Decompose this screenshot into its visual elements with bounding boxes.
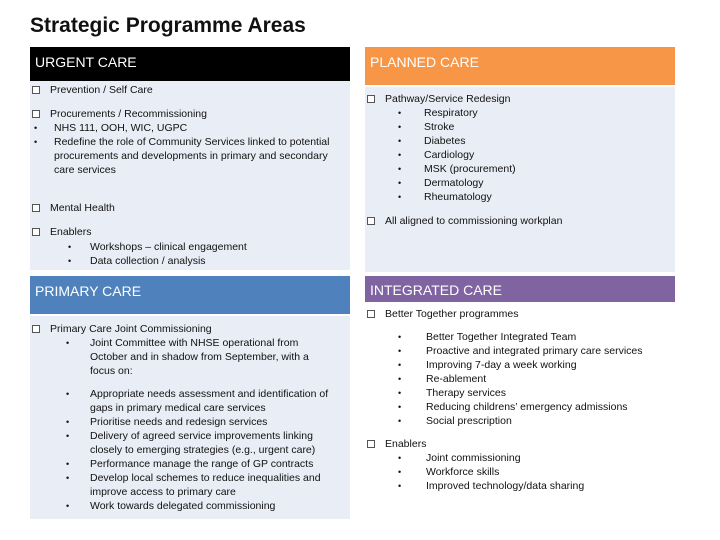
integrated-enabler-item: • Improved technology/data sharing <box>398 480 585 492</box>
bullet-icon: • <box>66 473 70 483</box>
bullet-icon: • <box>66 417 70 427</box>
better-item: • Therapy services <box>398 387 506 399</box>
urgent-procurements-item: Procurements / Recommissioning <box>30 107 207 121</box>
bullet-icon: • <box>398 453 402 463</box>
planned-care-header <box>365 47 675 85</box>
integrated-enabler-item: • Workforce skills <box>398 466 500 478</box>
urgent-nhs111-item: • NHS 111, OOH, WIC, UGPC <box>34 122 188 134</box>
bullet-icon: • <box>398 402 402 412</box>
focus-item: • Prioritise needs and redesign services <box>66 416 268 428</box>
primary-care-header <box>30 276 350 314</box>
checkbox-icon <box>367 217 375 225</box>
pathway-item: • Rheumatology <box>398 191 492 203</box>
integrated-better-list <box>398 330 673 428</box>
checkbox-icon <box>367 440 375 448</box>
bullet-icon: • <box>398 416 402 426</box>
better-item: • Improving 7-day a week working <box>398 359 577 371</box>
urgent-care-title: URGENT CARE <box>35 54 137 70</box>
urgent-care-panel <box>30 81 350 270</box>
focus-item: • Appropriate needs assessment and identification of gaps in primary medical care services <box>66 388 329 414</box>
focus-item: • Develop local schemes to reduce inequalities and improve access to primary care <box>66 472 321 498</box>
integrated-enablers-list <box>398 451 673 493</box>
urgent-prevention-item: Prevention / Self Care <box>30 83 153 97</box>
planned-pathway-item: Pathway/Service Redesign <box>365 92 510 106</box>
better-item: • Proactive and integrated primary care services <box>398 345 643 357</box>
bullet-icon: • <box>398 108 402 118</box>
bullet-icon: • <box>398 332 402 342</box>
primary-focus-list <box>66 387 346 513</box>
bullet-icon: • <box>398 467 402 477</box>
checkbox-icon <box>32 204 40 212</box>
pathway-item: • Stroke <box>398 121 455 133</box>
checkbox-icon <box>32 86 40 94</box>
bullet-icon: • <box>34 137 38 147</box>
bullet-icon: • <box>398 360 402 370</box>
checkbox-icon <box>367 310 375 318</box>
bullet-icon: • <box>398 150 402 160</box>
bullet-icon: • <box>398 122 402 132</box>
urgent-enablers-item: Enablers <box>30 225 91 239</box>
bullet-icon: • <box>34 123 38 133</box>
integrated-enabler-item: • Joint commissioning <box>398 452 521 464</box>
focus-item: • Performance manage the range of GP contracts <box>66 458 314 470</box>
urgent-redefine-item: • Redefine the role of Community Services linked to potential procurements and developments in primary and secondary care services <box>34 136 330 176</box>
checkbox-icon <box>32 325 40 333</box>
bullet-icon: • <box>398 388 402 398</box>
bullet-icon: • <box>66 501 70 511</box>
bullet-icon: • <box>68 256 72 266</box>
planned-aligned-item: All aligned to commissioning workplan <box>365 214 562 228</box>
bullet-icon: • <box>398 164 402 174</box>
planned-pathway-list <box>398 106 516 204</box>
focus-item: • Delivery of agreed service improvements linking closely to emerging strategies (e.g., urgent care) <box>66 430 316 456</box>
bullet-icon: • <box>66 338 70 348</box>
better-item: • Reducing childrens’ emergency admissions <box>398 401 628 413</box>
bullet-icon: • <box>398 481 402 491</box>
urgent-mental-health-item: Mental Health <box>30 201 115 215</box>
urgent-enabler-item: • Workshops – clinical engagement <box>68 241 247 253</box>
integrated-enablers-item: Enablers <box>365 437 426 451</box>
primary-joint-item: Primary Care Joint Commissioning <box>30 322 212 336</box>
bullet-icon: • <box>66 389 70 399</box>
pathway-item: • Diabetes <box>398 135 466 147</box>
better-item: • Better Together Integrated Team <box>398 331 577 343</box>
pathway-item: • MSK (procurement) <box>398 163 516 175</box>
bullet-icon: • <box>398 136 402 146</box>
primary-care-title: PRIMARY CARE <box>35 283 142 299</box>
bullet-icon: • <box>398 178 402 188</box>
bullet-icon: • <box>398 346 402 356</box>
integrated-care-header <box>365 276 675 302</box>
better-item: • Re-ablement <box>398 373 487 385</box>
page-title: Strategic Programme Areas <box>30 14 306 37</box>
bullet-icon: • <box>66 459 70 469</box>
planned-care-title: PLANNED CARE <box>370 54 479 70</box>
urgent-care-header <box>30 47 350 81</box>
integrated-care-title: INTEGRATED CARE <box>370 282 502 298</box>
focus-item: • Work towards delegated commissioning <box>66 500 276 512</box>
better-item: • Social prescription <box>398 415 512 427</box>
bullet-icon: • <box>398 374 402 384</box>
checkbox-icon <box>367 95 375 103</box>
pathway-item: • Respiratory <box>398 107 478 119</box>
urgent-enabler-item: • Data collection / analysis <box>68 255 206 267</box>
checkbox-icon <box>32 228 40 236</box>
primary-joint-committee: • Joint Committee with NHSE operational from October and in shadow from September, with a focus on: <box>66 337 309 377</box>
integrated-care-panel <box>365 302 675 520</box>
checkbox-icon <box>32 110 40 118</box>
primary-care-panel <box>30 316 350 519</box>
bullet-icon: • <box>66 431 70 441</box>
bullet-icon: • <box>398 192 402 202</box>
integrated-better-item: Better Together programmes <box>365 307 518 321</box>
pathway-item: • Dermatology <box>398 177 484 189</box>
pathway-item: • Cardiology <box>398 149 475 161</box>
bullet-icon: • <box>68 242 72 252</box>
planned-care-panel <box>365 87 675 272</box>
